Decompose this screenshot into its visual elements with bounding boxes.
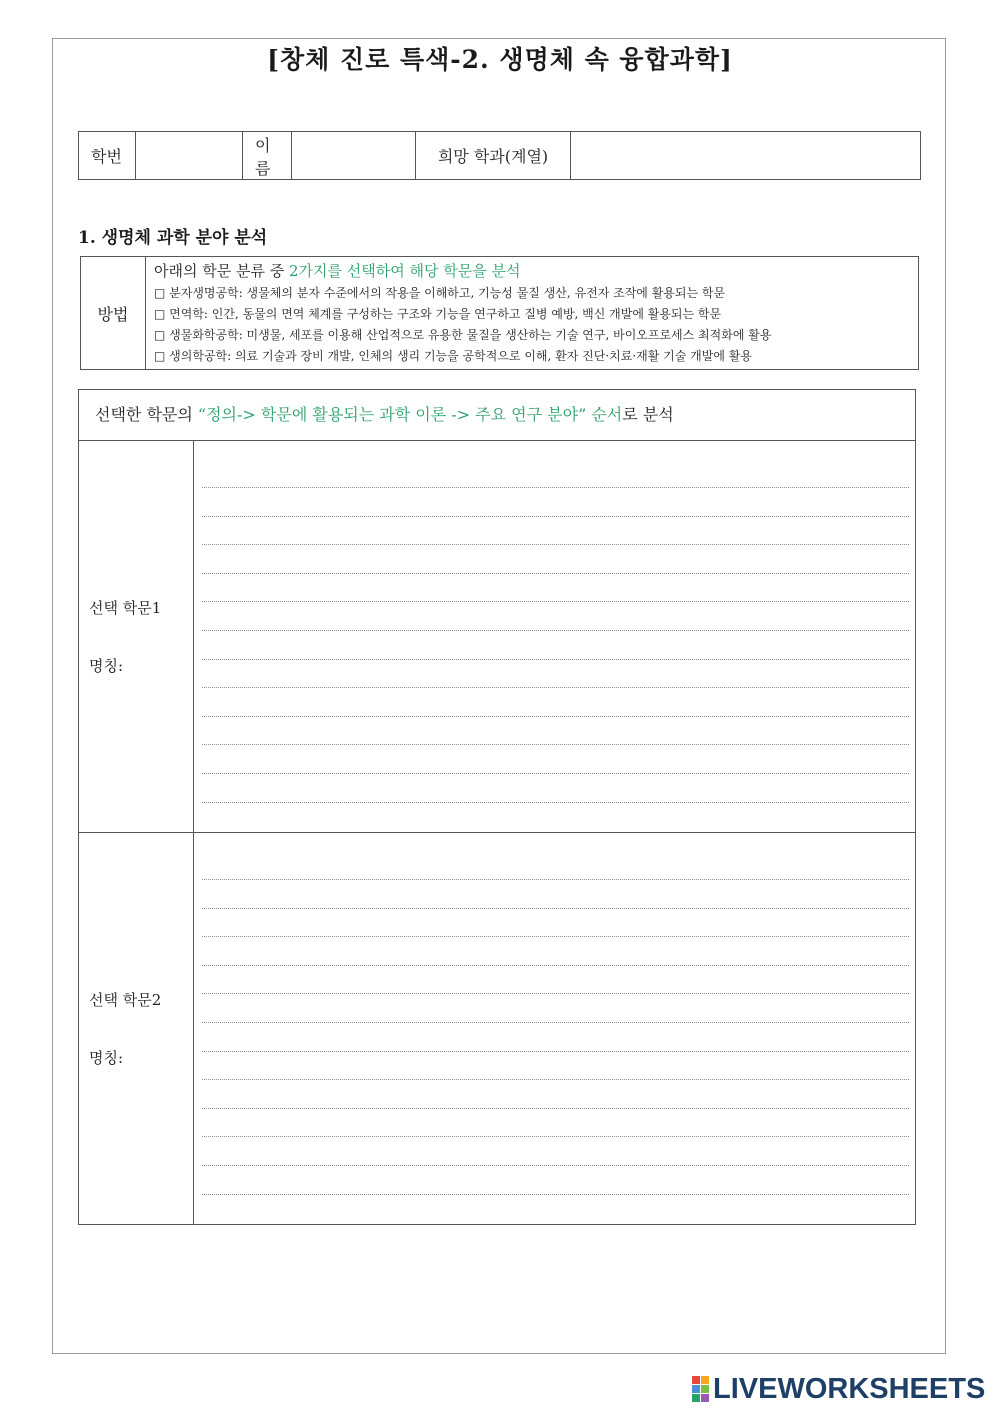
answer-line (202, 936, 909, 937)
subject-1-answer-area[interactable] (202, 441, 909, 832)
section-heading: 1. 생명체 과학 분야 분석 (78, 228, 268, 248)
logo-text: LIVEWORKSHEETS (713, 1372, 986, 1405)
answer-line (202, 687, 909, 688)
analysis-instruction-highlight: “정의-> 학문에 활용되는 과학 이론 -> 주요 연구 분야” 순서 (197, 405, 623, 424)
answer-line (202, 659, 909, 660)
logo-block (701, 1385, 709, 1393)
method-label: 방법 (81, 257, 146, 370)
option-biochemical-engineering[interactable]: □ 생물화학공학: 미생물, 세포를 이용해 산업적으로 유용한 물질을 생산하는 기술 연구, 바이오프로세스 최적화에 활용 (154, 328, 772, 342)
logo-block (701, 1394, 709, 1402)
student-info-table (78, 131, 921, 180)
subject-2-row (79, 833, 915, 1224)
answer-line (202, 879, 909, 880)
student-no-field[interactable] (136, 132, 243, 180)
option-immunology[interactable]: □ 면역학: 인간, 동물의 면역 체계를 구성하는 구조와 기능을 연구하고 질병 예방, 백신 개발에 활용되는 학문 (154, 307, 722, 321)
name-label: 이름 (243, 132, 292, 180)
answer-line (202, 1136, 909, 1137)
answer-line (202, 993, 909, 994)
subject-2-answer-area[interactable] (202, 833, 909, 1224)
logo-block (701, 1376, 709, 1384)
answer-line (202, 1194, 909, 1195)
dept-field[interactable] (571, 132, 921, 180)
answer-line (202, 601, 909, 602)
answer-line (202, 1079, 909, 1080)
subject-2-label: 선택 학문2 (89, 991, 162, 1009)
method-instruction-highlight: 2가지를 선택하여 해당 학문을 분석 (289, 262, 521, 280)
subject-2-label-cell (79, 833, 194, 1224)
subject-1-row (79, 441, 915, 833)
subject-1-label: 선택 학문1 (89, 599, 162, 617)
answer-line (202, 573, 909, 574)
answer-line (202, 1108, 909, 1109)
answer-line (202, 1165, 909, 1166)
answer-line (202, 630, 909, 631)
logo-block (692, 1385, 700, 1393)
liveworksheets-logo (692, 1374, 985, 1404)
answer-line (202, 1051, 909, 1052)
method-instruction-text: 아래의 학문 분류 중 (154, 262, 289, 280)
analysis-instruction-post: 로 분석 (622, 405, 674, 424)
answer-line (202, 773, 909, 774)
dept-label: 희망 학과(계열) (416, 132, 571, 180)
logo-block (692, 1376, 700, 1384)
method-body (146, 257, 919, 370)
logo-blocks-icon (692, 1376, 709, 1402)
answer-line (202, 487, 909, 488)
subject-1-label-cell (79, 441, 194, 832)
analysis-instruction (79, 390, 915, 441)
subject-2-name-label: 명칭: (89, 1049, 124, 1067)
method-instruction (154, 259, 910, 283)
analysis-instruction-pre: 선택한 학문의 (95, 405, 198, 424)
answer-line (202, 516, 909, 517)
student-no-label: 학번 (79, 132, 136, 180)
answer-line (202, 965, 909, 966)
answer-line (202, 1022, 909, 1023)
subject-1-name-label: 명칭: (89, 657, 124, 675)
option-biomedical-engineering[interactable]: □ 생의학공학: 의료 기술과 장비 개발, 인체의 생리 기능을 공학적으로 이해, 환자 진단·치료·재활 기술 개발에 활용 (154, 349, 752, 363)
name-field[interactable] (292, 132, 416, 180)
answer-line (202, 908, 909, 909)
answer-line (202, 744, 909, 745)
answer-line (202, 716, 909, 717)
answer-line (202, 544, 909, 545)
page-title: [창체 진로 특색-2. 생명체 속 융합과학] (267, 45, 733, 74)
option-molecular-bioengineering[interactable]: □ 분자생명공학: 생물체의 분자 수준에서의 작용을 이해하고, 기능성 물질 생산, 유전자 조작에 활용되는 학문 (154, 286, 726, 300)
analysis-box (78, 389, 916, 1225)
method-table (80, 256, 919, 370)
logo-block (692, 1394, 700, 1402)
answer-line (202, 802, 909, 803)
